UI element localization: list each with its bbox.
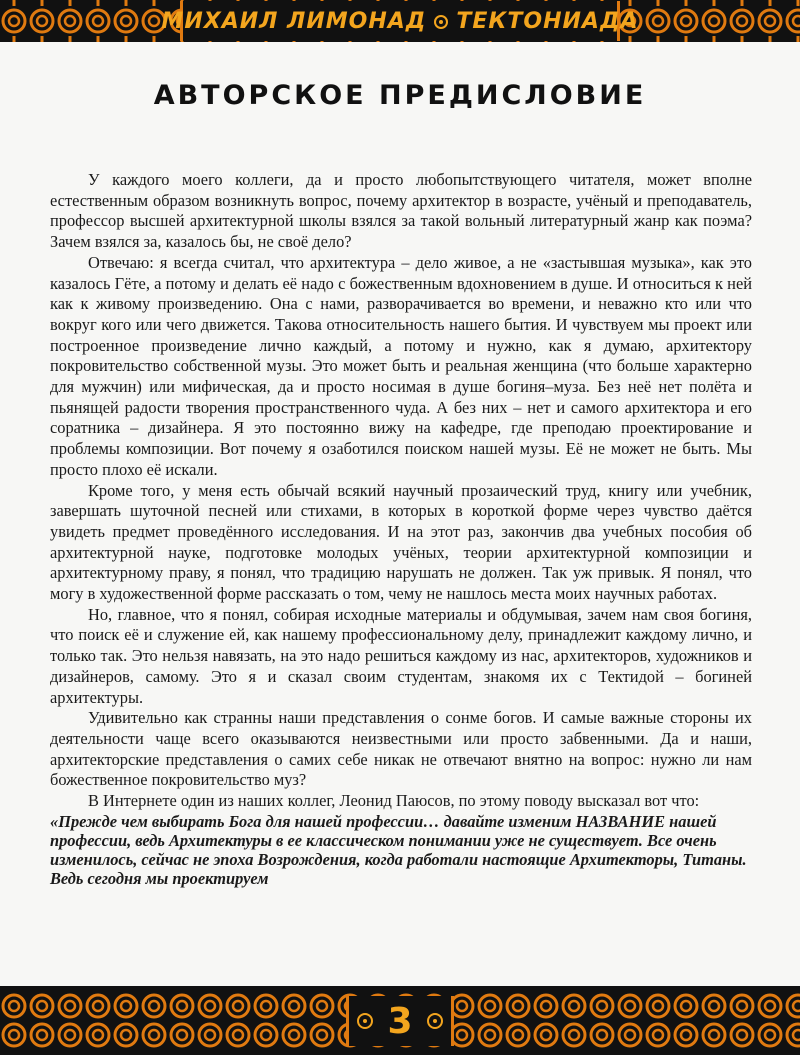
page-title: АВТОРСКОЕ ПРЕДИСЛОВИЕ (153, 80, 647, 111)
header-plate (161, 1, 639, 41)
paragraph: В Интернете один из наших коллег, Леонид Паюсов, по этому поводу высказал вот что: (88, 791, 700, 811)
paragraph: Но, главное, что я понял, собирая исходные материалы и обдумывая, зачем нам своя богиня, что поиск её и служение ей, как нашему профессиональному делу, принадлежит каждому лично, и только так. Это нельзя навязать, на это надо решиться каждому из нас, архитекторов, художников и дизайнеров, самому. Это я и сказал своим студентам, знакомя их с Тектидой – богиней архитектуры. (50, 604, 752, 707)
quotation: «Прежде чем выбирать Бога для нашей профессии… давайте изменим НАЗВАНИЕ нашей профессии, ведь Архитектуры в ее классическом понимании уже не существует. Все очень изменилось, сейчас не эпоха Возрождения, когда работали настоящие Архитекторы, Титаны. Ведь сегодня мы проектируем (50, 811, 747, 888)
paragraph: Отвечаю: я всегда считал, что архитектура – дело живое, а не «застывшая музыка», как это казалось Гёте, а потому и делать её надо с божественным вдохновением в душе. И относиться к ней как к живому произведению. Она с нами, разворачивается во времени, и неважно кто или что вокруг кого или чего движется. Такова относительность нашего бытия. И чувствуем мы проект или построенное произведение лично каждый, а потому и нужно, как я думаю, архитектору покровительство собственной музы. Это может быть и реальная женщина (что больше характерно для мужчин) или мифическая, да и просто носимая в душе богиня–муза. Без неё нет полёта и пьянящей радости творения пространственного чуда. А без них – нет и самого архитектора и его соратника – дизайнера. Я это постоянно вижу на кафедре, где преподаю проектирование и проблемы композиции. Вот почему я озаботился поиском нашей музы. Её не может не быть. Мы просто плохо её искали. (50, 252, 752, 479)
body-text (50, 170, 752, 888)
running-header (161, 9, 638, 34)
author-name: МИХАИЛ ЛИМОНАД (161, 8, 427, 34)
book-title: ТЕКТОНИАДА (456, 8, 639, 34)
page-number-plate (346, 996, 454, 1046)
page-number: 3 (387, 1000, 413, 1042)
circle-ornament-icon (427, 1013, 443, 1029)
circle-ornament-icon (357, 1013, 373, 1029)
paragraph: Кроме того, у меня есть обычай всякий научный прозаический труд, книгу или учебник, завершать шуточной песней или стихами, в которых в короткой форме через чувство даётся увидеть предмет проведённого исследования. И на этот раз, закончив два учебных пособия об архитектурной науке, подготовке молодых учёных, теории архитектурной композиции и архитектурному праву, я понял, что традицию нарушать не должен. Так уж привык. Я понял, что могу в художественной форме рассказать о том, чему не нашлось места моих научных работах. (50, 480, 752, 604)
circle-ornament-icon (434, 15, 448, 29)
paragraph: Удивительно как странны наши представления о сонме богов. И самые важные стороны их деятельности чаще всего оказываются неизвестными или просто забвенными. Да и наши, архитекторские представления о самих себе никак не отвечают внятно на вопрос: нужно ли нам божественное покровительство муз? (50, 708, 752, 790)
paragraph: У каждого моего коллеги, да и просто любопытствующего читателя, может вполне естественным образом возникнуть вопрос, почему архитектор в возрасте, учёный и преподаватель, профессор высшей архитектурной школы взялся за такой вольный литературный жанр как поэма? Зачем взялся за, казалось бы, не своё дело? (50, 170, 752, 252)
header-ornament-band (0, 0, 800, 42)
